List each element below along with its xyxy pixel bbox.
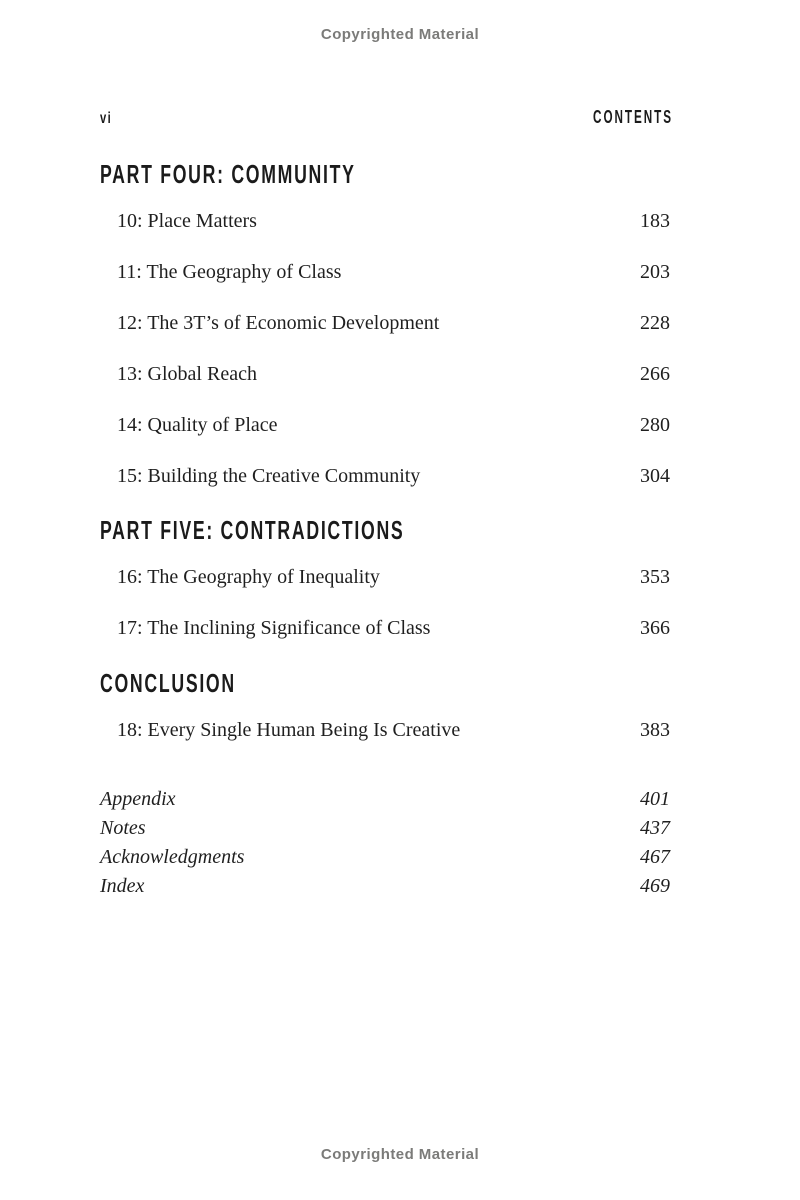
chapter-title: 12: The 3T’s of Economic Development xyxy=(117,312,440,334)
toc-entry-ch16 xyxy=(100,565,670,589)
running-head: CONTENTS xyxy=(593,107,673,127)
toc-entry-ch14 xyxy=(100,413,670,437)
chapter-page-number: 183 xyxy=(640,210,670,232)
back-matter-title: Index xyxy=(100,875,145,897)
chapter-page-number: 228 xyxy=(640,312,670,334)
copyright-notice-top: Copyrighted Material xyxy=(320,26,480,43)
toc-entry-ch17 xyxy=(100,616,670,640)
copyright-notice-bottom: Copyrighted Material xyxy=(320,1146,480,1163)
page-content xyxy=(100,0,673,903)
chapter-page-number: 366 xyxy=(640,617,670,639)
page-header xyxy=(100,106,673,128)
section-heading-part-four: PART FOUR: COMMUNITY xyxy=(100,159,356,189)
back-matter-list xyxy=(100,787,670,898)
chapter-title: 17: The Inclining Significance of Class xyxy=(117,617,431,639)
back-matter-page-number: 401 xyxy=(640,788,670,810)
chapter-title: 18: Every Single Human Being Is Creative xyxy=(117,719,461,741)
chapter-page-number: 304 xyxy=(640,465,670,487)
chapter-page-number: 383 xyxy=(640,719,670,741)
toc-entry-ch13 xyxy=(100,362,670,386)
chapter-title: 10: Place Matters xyxy=(117,210,257,232)
toc-entry-appendix xyxy=(100,787,670,811)
chapter-page-number: 203 xyxy=(640,261,670,283)
chapter-page-number: 353 xyxy=(640,566,670,588)
back-matter-title: Acknowledgments xyxy=(100,846,245,868)
toc-entry-ch15 xyxy=(100,464,670,488)
toc-entry-ch18 xyxy=(100,718,670,742)
toc-entry-index xyxy=(100,874,670,898)
back-matter-title: Appendix xyxy=(100,788,176,810)
chapter-page-number: 266 xyxy=(640,363,670,385)
chapter-title: 13: Global Reach xyxy=(117,363,257,385)
chapter-title: 11: The Geography of Class xyxy=(117,261,342,283)
chapter-title: 16: The Geography of Inequality xyxy=(117,566,380,588)
toc-entry-acknowledgments xyxy=(100,845,670,869)
chapter-page-number: 280 xyxy=(640,414,670,436)
chapter-title: 14: Quality of Place xyxy=(117,414,278,436)
back-matter-title: Notes xyxy=(100,817,146,839)
back-matter-page-number: 437 xyxy=(640,817,670,839)
back-matter-page-number: 469 xyxy=(640,875,670,897)
section-heading-part-five: PART FIVE: CONTRADICTIONS xyxy=(100,515,405,545)
toc-entry-ch10 xyxy=(100,209,670,233)
chapter-title: 15: Building the Creative Community xyxy=(117,465,421,487)
folio-page-number: vi xyxy=(100,110,113,127)
section-heading-conclusion: CONCLUSION xyxy=(100,668,236,698)
back-matter-page-number: 467 xyxy=(640,846,670,868)
toc-entry-notes xyxy=(100,816,670,840)
toc-entry-ch11 xyxy=(100,260,670,284)
toc-entry-ch12 xyxy=(100,311,670,335)
